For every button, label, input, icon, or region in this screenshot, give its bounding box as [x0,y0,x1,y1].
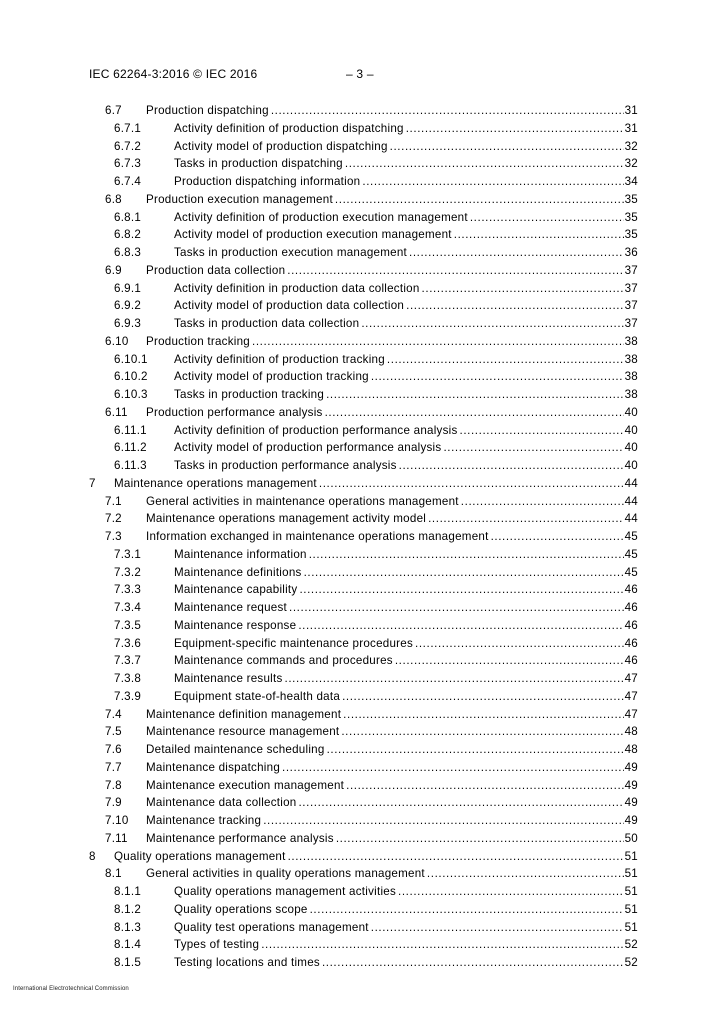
toc-leader-dots [390,138,624,156]
toc-entry-page: 38 [624,352,638,366]
toc-entry-page: 47 [624,689,638,703]
toc-entry-number: 6.8 [105,192,122,206]
toc-entry-number: 6.11.2 [114,441,147,455]
toc-leader-dots [460,422,624,440]
toc-leader-dots [343,706,623,724]
toc-entry-number: 7.9 [105,796,122,810]
toc-entry-page: 40 [624,423,638,437]
toc-entry-number: 6.8.2 [114,228,142,242]
toc-entry-number: 6.9.1 [114,281,142,295]
toc-leader-dots [406,297,623,315]
toc-leader-dots [326,386,624,404]
toc-entry-page: 37 [624,299,638,313]
toc-leader-dots [304,564,624,582]
toc-entry-number: 7 [89,476,96,490]
toc-entry-title: Maintenance response [174,617,298,635]
toc-entry-title: Testing locations and times [174,954,322,972]
toc-leader-dots [409,244,624,262]
toc-entry-title: Production tracking [146,333,252,351]
toc-entry-title: Maintenance dispatching [146,759,282,777]
toc-entry-number: 6.9 [105,263,122,277]
toc-leader-dots [288,848,624,866]
toc-leader-dots [319,475,624,493]
toc-entry[interactable] [0,652,724,670]
toc-entry-title: Detailed maintenance scheduling [146,741,327,759]
toc-entry-title: Maintenance execution management [146,777,346,795]
toc-entry-title: General activities in maintenance operations management [146,493,461,511]
toc-entry[interactable] [0,244,724,262]
toc-entry-number: 7.3.7 [114,654,142,668]
toc-entry[interactable] [0,546,724,564]
toc-leader-dots [361,315,623,333]
toc-entry-number: 6.7.1 [114,121,142,135]
toc-entry[interactable] [0,493,724,511]
toc-entry[interactable] [0,581,724,599]
toc-entry-title: Maintenance information [174,546,309,564]
toc-leader-dots [345,155,624,173]
toc-entry-title: Quality operations scope [174,901,310,919]
toc-leader-dots [336,830,624,848]
toc-entry-page: 46 [624,618,638,632]
toc-entry[interactable] [0,386,724,404]
toc-entry-page: 49 [624,760,638,774]
toc-leader-dots [263,812,623,830]
toc-entry-title: Activity definition of production dispatching [174,120,406,138]
toc-entry[interactable] [0,333,724,351]
toc-entry-page: 38 [624,334,638,348]
toc-entry[interactable] [0,315,724,333]
toc-entry-number: 7.3.5 [114,618,142,632]
toc-entry-number: 6.7.3 [114,157,142,171]
toc-entry[interactable] [0,528,724,546]
toc-entry-title: Production data collection [146,262,287,280]
toc-entry[interactable] [0,599,724,617]
toc-entry-page: 31 [624,104,638,117]
toc-leader-dots [261,936,623,954]
toc-entry-page: 31 [624,121,638,135]
document-reference: IEC 62264-3:2016 © IEC 2016 [89,67,258,81]
toc-entry-page: 35 [624,228,638,242]
toc-entry[interactable] [0,670,724,688]
toc-entry-title: Maintenance definitions [174,564,304,582]
toc-entry-number: 6.10 [105,334,129,348]
toc-entry-page: 45 [624,530,638,543]
toc-entry-title: Maintenance performance analysis [146,830,336,848]
toc-leader-dots [461,493,624,511]
toc-entry-page: 52 [624,938,638,952]
toc-entry-number: 7.1 [105,494,122,508]
toc-entry[interactable] [0,706,724,724]
toc-entry-number: 8.1.4 [114,938,142,952]
toc-leader-dots [299,581,623,599]
page-number: – 3 – [346,67,374,81]
toc-entry[interactable] [0,954,724,972]
toc-leader-dots [310,901,624,919]
toc-entry-title: Production execution management [146,191,335,209]
toc-entry[interactable] [0,173,724,191]
toc-entry[interactable] [0,794,724,812]
toc-entry[interactable] [0,297,724,315]
toc-entry[interactable] [0,564,724,582]
toc-entry-number: 7.3.9 [114,689,142,703]
toc-entry-number: 6.8.1 [114,210,142,224]
toc-entry-title: Production dispatching information [174,173,362,191]
toc-entry-title: Activity definition in production data collection [174,280,422,298]
toc-entry-number: 6.11.3 [114,459,147,472]
toc-entry-page: 50 [624,831,638,845]
toc-entry-page: 35 [624,210,638,224]
toc-entry[interactable] [0,919,724,937]
toc-entry-title: Maintenance commands and procedures [174,652,395,670]
toc-entry-page: 34 [624,175,638,188]
toc-entry-number: 7.6 [105,743,122,756]
toc-entry-title: Tasks in production execution management [174,244,409,262]
toc-entry-title: Tasks in production data collection [174,315,361,333]
toc-leader-dots [491,528,624,546]
toc-entry-page: 51 [624,902,638,916]
toc-leader-dots [298,617,623,635]
toc-entry[interactable] [0,635,724,653]
toc-entry[interactable] [0,439,724,457]
toc-entry[interactable] [0,280,724,298]
toc-entry[interactable] [0,138,724,156]
toc-entry-number: 7.8 [105,778,122,792]
toc-entry[interactable] [0,155,724,173]
toc-entry[interactable] [0,422,724,440]
toc-entry-page: 48 [624,725,638,739]
toc-entry-number: 6.9.3 [114,317,142,330]
toc-entry-number: 6.7.2 [114,139,142,153]
toc-entry-title: Activity definition of production execution management [174,209,470,227]
toc-leader-dots [298,794,623,812]
toc-leader-dots [427,865,624,883]
toc-entry[interactable] [0,865,724,883]
toc-entry-number: 6.9.2 [114,299,142,313]
toc-entry-title: Maintenance operations management activity model [146,510,428,528]
toc-entry-title: Maintenance data collection [146,794,298,812]
toc-entry-title: Tasks in production performance analysis [174,457,399,475]
toc-entry-title: Equipment-specific maintenance procedures [174,635,415,653]
toc-entry-page: 38 [624,388,638,401]
page-header [89,67,649,83]
publisher-footer: International Electrotechnical Commission [13,986,129,992]
toc-entry-title: Maintenance tracking [146,812,263,830]
toc-entry-page: 44 [624,476,638,490]
toc-entry-title: Maintenance request [174,599,289,617]
toc-entry-page: 37 [624,263,638,277]
toc-entry[interactable] [0,812,724,830]
toc-leader-dots [342,688,624,706]
toc-entry-number: 6.11 [105,405,128,419]
toc-entry-title: Quality operations management [114,848,288,866]
toc-leader-dots [285,670,624,688]
toc-entry-number: 8.1.2 [114,902,142,916]
toc-entry-title: Activity model of production dispatching [174,138,390,156]
toc-entry[interactable] [0,830,724,848]
toc-entry-title: Activity definition of production tracking [174,351,387,369]
toc-leader-dots [362,173,623,191]
toc-entry-title: Activity definition of production performance analysis [174,422,460,440]
toc-leader-dots [252,333,624,351]
toc-entry-number: 8.1.5 [114,956,142,969]
toc-leader-dots [406,120,624,138]
toc-entry[interactable] [0,688,724,706]
toc-leader-dots [387,351,624,369]
toc-entry[interactable] [0,120,724,138]
toc-entry-page: 40 [624,441,638,455]
toc-leader-dots [287,262,623,280]
toc-entry-number: 7.7 [105,760,122,774]
toc-entry-title: Maintenance operations management [114,475,319,493]
toc-entry-page: 37 [624,281,638,295]
toc-entry-page: 51 [624,867,638,881]
toc-entry-page: 46 [624,601,638,614]
toc-leader-dots [341,723,623,741]
toc-entry[interactable] [0,617,724,635]
toc-entry-title: Maintenance results [174,670,285,688]
toc-entry-page: 40 [624,459,638,472]
toc-entry-title: Activity model of production performance analysis [174,439,443,457]
toc-entry[interactable] [0,759,724,777]
toc-entry-number: 7.3.1 [114,547,142,561]
toc-entry-page: 46 [624,583,638,597]
toc-entry-page: 52 [624,956,638,969]
toc-entry-page: 46 [624,636,638,650]
toc-leader-dots [470,209,624,227]
toc-leader-dots [371,368,624,386]
toc-entry-page: 47 [624,672,638,685]
toc-entry[interactable] [0,883,724,901]
toc-entry-title: Information exchanged in maintenance operations management [146,528,491,546]
toc-leader-dots [282,759,624,777]
toc-entry-title: Maintenance definition management [146,706,343,724]
toc-entry-title: Tasks in production tracking [174,386,326,404]
toc-entry-page: 44 [624,494,638,508]
toc-leader-dots [395,652,624,670]
toc-entry-title: Activity model of production execution management [174,226,454,244]
toc-entry-page: 45 [624,547,638,561]
toc-leader-dots [428,510,623,528]
toc-entry[interactable] [0,457,724,475]
toc-entry[interactable] [0,351,724,369]
toc-entry-title: Activity model of production tracking [174,368,371,386]
toc-entry-number: 7.3 [105,530,122,543]
toc-entry-title: General activities in quality operations management [146,865,427,883]
toc-entry[interactable] [0,404,724,422]
toc-entry-number: 7.2 [105,512,122,526]
toc-entry-number: 7.3.8 [114,672,142,685]
toc-entry-number: 6.10.3 [114,388,148,401]
toc-entry-title: Production performance analysis [146,404,325,422]
toc-entry-number: 6.7 [105,104,122,117]
toc-leader-dots [399,457,624,475]
toc-leader-dots [443,439,623,457]
toc-entry-number: 7.10 [105,814,129,827]
toc-entry-number: 6.11.1 [114,423,147,437]
toc-entry-title: Maintenance capability [174,581,299,599]
toc-entry-page: 36 [624,246,638,259]
toc-entry-number: 7.4 [105,707,122,721]
toc-entry-page: 49 [624,814,638,827]
toc-entry-number: 7.3.3 [114,583,142,597]
toc-entry-title: Tasks in production dispatching [174,155,345,173]
toc-entry-page: 40 [624,405,638,419]
toc-leader-dots [398,883,624,901]
toc-entry-page: 51 [624,885,638,898]
toc-entry-number: 8.1.3 [114,920,142,934]
toc-entry[interactable] [0,262,724,280]
toc-entry-page: 47 [624,707,638,721]
toc-leader-dots [371,919,624,937]
toc-entry-number: 7.11 [105,831,128,845]
toc-entry-page: 38 [624,370,638,384]
toc-entry-page: 45 [624,565,638,579]
toc-entry-page: 48 [624,743,638,756]
toc-entry[interactable] [0,723,724,741]
toc-leader-dots [289,599,624,617]
toc-leader-dots [309,546,624,564]
toc-entry-page: 32 [624,157,638,171]
toc-entry[interactable] [0,510,724,528]
toc-leader-dots [422,280,624,298]
toc-entry[interactable] [0,209,724,227]
toc-entry-number: 7.3.4 [114,601,142,614]
toc-entry-title: Equipment state-of-health data [174,688,342,706]
toc-entry-title: Maintenance resource management [146,723,341,741]
toc-leader-dots [327,741,624,759]
toc-entry-page: 44 [624,512,638,526]
toc-entry[interactable] [0,475,724,493]
toc-entry[interactable] [0,936,724,954]
toc-leader-dots [325,404,624,422]
toc-entry-page: 51 [624,849,638,863]
toc-entry-number: 6.7.4 [114,175,142,188]
toc-entry-number: 8.1 [105,867,122,881]
toc-leader-dots [415,635,624,653]
toc-entry-page: 49 [624,796,638,810]
toc-entry[interactable] [0,741,724,759]
toc-entry-number: 7.3.6 [114,636,142,650]
toc-entry-number: 8 [89,849,96,863]
toc-entry-title: Types of testing [174,936,261,954]
toc-leader-dots [271,102,624,120]
toc-entry-title: Activity model of production data collection [174,297,406,315]
toc-entry[interactable] [0,777,724,795]
toc-entry-page: 51 [624,920,638,934]
toc-entry-page: 49 [624,778,638,792]
toc-entry-title: Production dispatching [146,102,271,120]
toc-leader-dots [454,226,624,244]
toc-leader-dots [335,191,624,209]
toc-entry[interactable] [0,102,724,120]
toc-leader-dots [346,777,623,795]
toc-entry[interactable] [0,191,724,209]
toc-entry-page: 37 [624,317,638,330]
toc-entry-number: 6.10.2 [114,370,148,384]
table-of-contents [0,102,724,972]
toc-entry-number: 6.8.3 [114,246,142,259]
toc-entry-number: 6.10.1 [114,352,148,366]
toc-entry-title: Quality test operations management [174,919,371,937]
toc-entry-number: 7.3.2 [114,565,142,579]
toc-entry-number: 7.5 [105,725,122,739]
toc-entry[interactable] [0,848,724,866]
toc-entry-number: 8.1.1 [114,885,142,898]
toc-entry-title: Quality operations management activities [174,883,398,901]
toc-entry[interactable] [0,226,724,244]
toc-entry-page: 32 [624,139,638,153]
toc-entry[interactable] [0,368,724,386]
toc-entry[interactable] [0,901,724,919]
toc-entry-page: 35 [624,192,638,206]
toc-leader-dots [322,954,624,972]
toc-entry-page: 46 [624,654,638,668]
